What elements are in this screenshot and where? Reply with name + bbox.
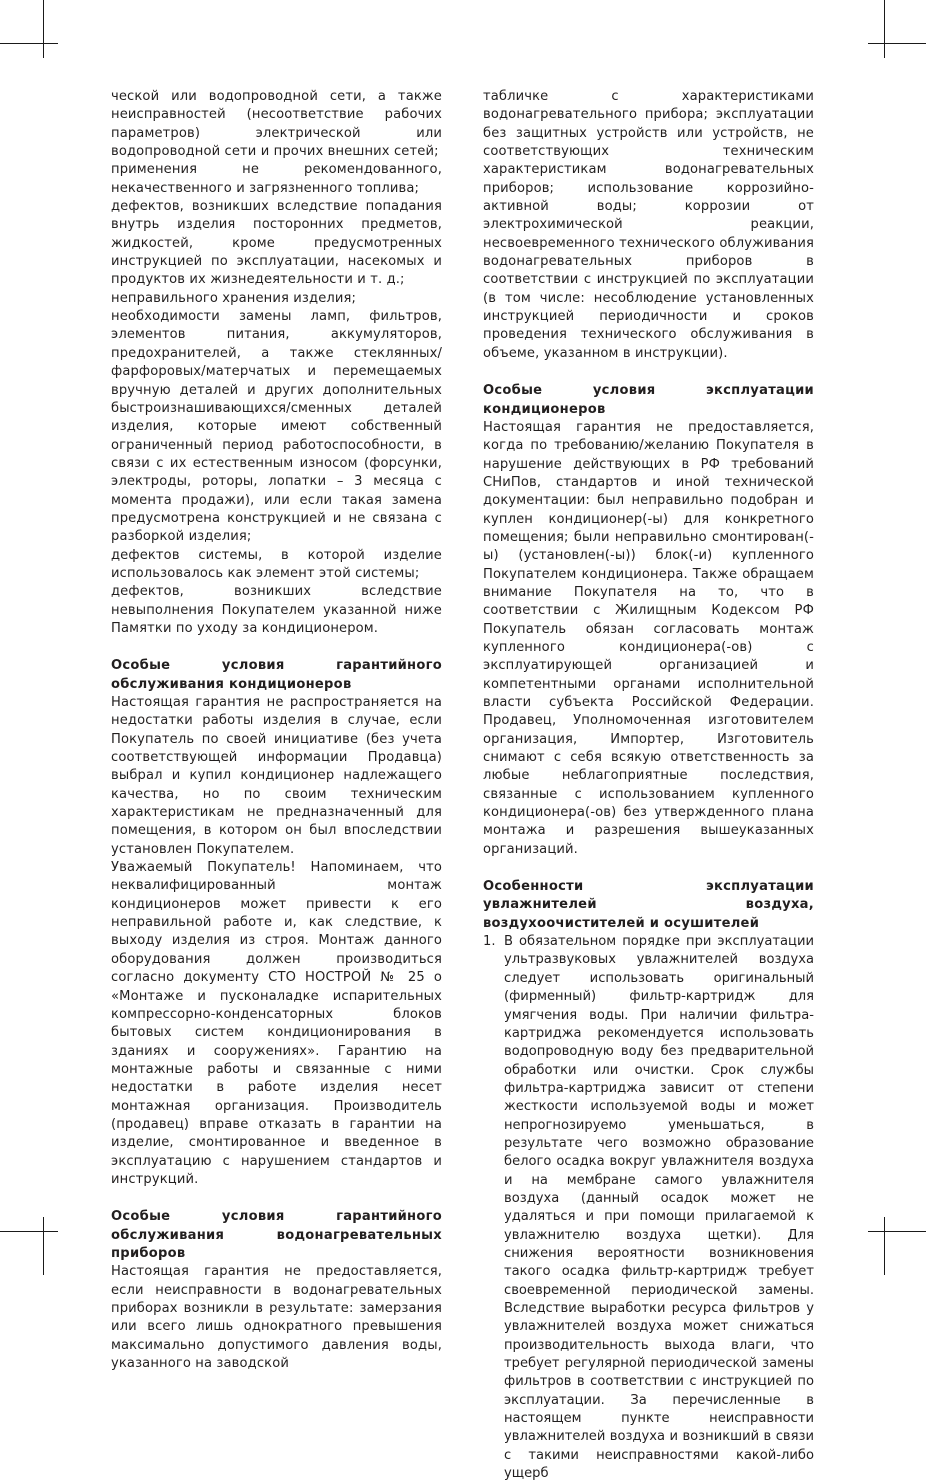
page-content <box>111 88 815 1483</box>
paragraph: необходимости замены ламп, фильтров, элементов питания, аккумуляторов, предохранителей, а также стеклянных/фарфоровых/матерчатых и перемещаемых вручную деталей и других дополнительных быстроизнашивающихся/сменных деталей изделия, которые имеют собственный ограниченный период работоспособности, в связи с их естественным износом (форсунки, электроды, роторы, лопатки – 3 месяца с момента продажи), или если такая замена предусмотрена конструкцией и не связана с разборкой изделия; <box>111 309 442 545</box>
paragraph: Настоящая гарантия не предоставляется, когда по требованию/желанию Покупателя в нарушение действующих в РФ требований СНиПов, стандартов и иной технической документации: был неправильно подобран и куплен кондиционер(-ы) для конкретного помещения; были неправильно смонтирован(-ы) (установлен(-ы)) блок(-и) купленного Покупателем кондиционера. Также обращаем внимание Покупателя на то, что в соответствии с Жилищным Кодексом РФ Покупатель обязан согласовать монтаж купленного кондиционера(-ов) с эксплуатирующей организацией и компетентными органами исполнительной власти субъекта Российской Федерации. Продавец, Уполномоченная изготовителем организация, Импортер, Изготовитель снимают с себя всякую ответственность за любые неблагоприятные последствия, связанные с использованием купленного кондиционера(-ов) без утвержденного плана монтажа и разрешения вышеуказанных организаций. <box>483 419 814 857</box>
section-heading: Особые условия гарантийного обслуживания водонагревательных приборов <box>111 1209 442 1261</box>
crop-mark-top-right-horizontal <box>868 43 926 44</box>
paragraph: неправильного хранения изделия; <box>111 290 357 306</box>
crop-mark-bottom-right-horizontal <box>868 1231 926 1232</box>
left-text-column <box>111 88 442 1373</box>
paragraph: ческой или водопроводной сети, а также неисправностей (несоответствие рабочих параметров) электрической или водопроводной сети и прочих внешних сетей; <box>111 89 442 160</box>
list-item <box>483 933 814 1483</box>
paragraph: дефектов, возникших вследствие невыполнения Покупателем указанной ниже Памятки по уходу за кондиционером. <box>111 584 442 636</box>
spacer <box>111 1189 442 1208</box>
right-text-column <box>483 88 814 1483</box>
list-item-number: 1. <box>483 934 496 950</box>
section-heading: Особенности эксплуатации увлажнителей воздуха, воздухоочистителей и осушителей <box>483 879 814 931</box>
two-column-layout <box>111 88 815 1483</box>
paragraph: Настоящая гарантия не распространяется на недостатки работы изделия в случае, если Покупатель по своей инициативе (без учета соответствующей информации Продавца) выбрал и купил кондиционер надлежащего качества, но по своим техническим характеристикам не предназначенный для помещения, в котором он был впоследствии установлен Покупателем. <box>111 695 442 857</box>
paragraph: табличке с характеристиками водонагревательного прибора; эксплуатации без защитных устройств или устройств, не соответствующих техническим характеристикам водонагревательных приборов; использование коррозийно-активной воды; коррозии от электрохимической реакции, несвоевременного технического облуживания водонагревательных приборов в соответствии с инструкцией по эксплуатации (в том числе: несоблюдение установленных инструкцией периодичности и сроков проведения технического обслуживания в объеме, указанном в инструкции). <box>483 89 814 361</box>
paragraph: Уважаемый Покупатель! Напоминаем, что неквалифицированный монтаж кондиционеров может привести к его неправильной работе и, как следствие, к выходу изделия из строя. Монтаж данного оборудования должен производиться согласно документу СТО НОСТРОЙ № 25 о «Монтаже и пусконаладке испарительных компрессорно-конденсаторных блоков бытовых систем кондиционирования в зданиях и сооружениях». Гарантию на монтажные работы и связанные с ними недостатки в работе изделия несет монтажная организация. Производитель (продавец) вправе отказать в гарантии на изделие, смонтированное и введенное в эксплуатацию с нарушением стандартов и инструкций. <box>111 860 442 1187</box>
paragraph: Настоящая гарантия не предоставляется, если неисправности в водонагревательных приборах возникли в результате: замерзания или всего лишь однократного превышения максимально допустимого давления воды, указанного на заводской <box>111 1264 442 1372</box>
crop-mark-bottom-right-vertical <box>884 1217 885 1275</box>
list-item-text: В обязательном порядке при эксплуатации ультразвуковых увлажнителей воздуха следует использовать оригинальный (фирменный) фильтр-картридж для умягчения воды. При наличии фильтра-картриджа рекомендуется использовать водопроводную воду без предварительной обработки или очистки. Срок службы фильтра-картриджа зависит от степени жесткости используемой воды и может непрогнозируемо уменьшаться, в результате чего возможно образование белого осадка вокруг увлажнителя воздуха и на мембране самого увлажнителя воздуха (данный осадок может не удаляться и при помощи прилагаемой к увлажнителю воздуха щетки). Для снижения вероятности возникновения такого осадка фильтр-картридж требует своевременной периодической замены. Вследствие выработки ресурса фильтров у увлажнителей воздуха может снижаться производительность выхода влаги, что требует регулярной периодической замены фильтров в соответствии с инструкцией по эксплуатации. За перечисленные в настоящем пункте неисправности увлажнителей воздуха и возникший в связи с такими неисправностями какой-либо ущерб <box>504 934 814 1482</box>
crop-mark-top-left-vertical <box>43 0 44 58</box>
section-heading: Особые условия эксплуатации кондиционеров <box>483 383 814 417</box>
section-heading: Особые условия гарантийного обслуживания кондиционеров <box>111 658 442 692</box>
crop-mark-bottom-left-vertical <box>43 1217 44 1275</box>
paragraph: дефектов, возникших вследствие попадания внутрь изделия посторонних предметов, жидкостей, кроме предусмотренных инструкцией по эксплуатации, насекомых и продуктов их жизнедеятельности и т. д.; <box>111 199 442 288</box>
crop-mark-bottom-left-horizontal <box>0 1231 58 1232</box>
paragraph: применения не рекомендованного, некачественного и загрязненного топлива; <box>111 162 442 196</box>
crop-mark-top-right-vertical <box>884 0 885 58</box>
paragraph: дефектов системы, в которой изделие использовалось как элемент этой системы; <box>111 547 442 581</box>
crop-mark-top-left-horizontal <box>0 43 58 44</box>
spacer <box>483 363 814 382</box>
spacer <box>483 859 814 878</box>
spacer <box>111 638 442 657</box>
